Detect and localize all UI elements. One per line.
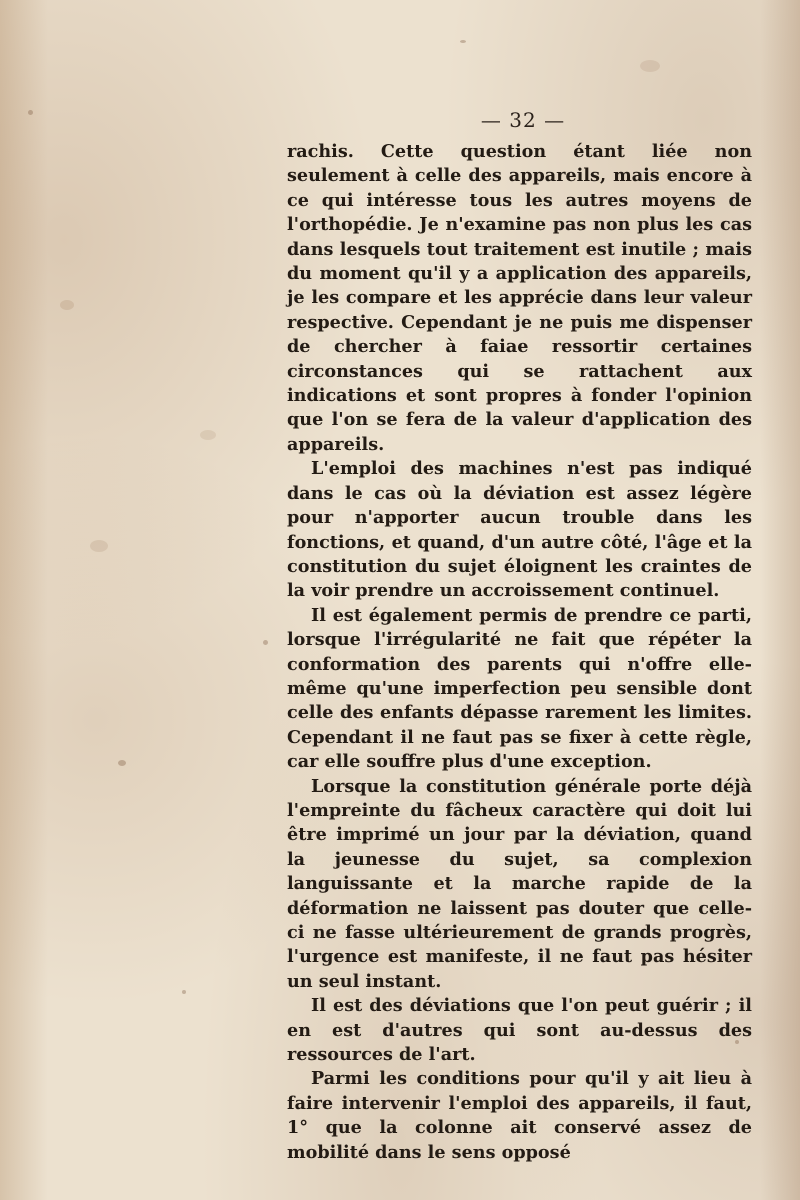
foxing-speck: [118, 760, 126, 766]
foxing-speck: [28, 110, 33, 115]
paragraph-5: Il est des déviations que l'on peut guérir ; il en est d'autres qui sont au-dessus des ressources de l'art.: [287, 995, 752, 1066]
foxing-speck: [460, 40, 466, 43]
foxing-speck: [182, 990, 186, 994]
page-number: — 32 —: [480, 108, 566, 132]
paragraph-2: L'emploi des machines n'est pas indiqué dans le cas où la déviation est assez légère pour n'apporter aucun trouble dans les fonctions, et quand, d'un autre côté, l'âge et la constitution du sujet éloignent les craintes de la voir prendre un accroissement continuel.: [287, 458, 752, 602]
paragraph-3: Il est également permis de prendre ce parti, lorsque l'irrégularité ne fait que répéter la conformation des parents qui n'offre elle-même qu'une imperfection peu sensible dont celle des enfants dépasse rarement les limites. Cependant il ne faut pas se fixer à cette règle, car elle souffre plus d'une exception.: [287, 604, 752, 773]
foxing-speck: [60, 300, 74, 310]
paragraph-6: Parmi les conditions pour qu'il y ait lieu à faire intervenir l'emploi des appareils, il faut, 1° que la colonne ait conservé assez de mobilité dans le sens opposé: [287, 1068, 752, 1163]
paragraph-1: rachis. Cette question étant liée non seulement à celle des appareils, mais encore à ce qui intéresse tous les autres moyens de l'orthopédie. Je n'examine pas non plus les cas dans lesquels tout traitement est inutile ; mais du moment qu'il y a application des appareils, je les compare et les apprécie dans leur valeur respective. Cependant je ne puis me dispenser de chercher à faiae ressortir certaines circonstances qui se rattachent aux indications et sont propres à fonder l'opinion que l'on se fera de la valeur d'application des appareils.: [287, 141, 752, 455]
body-text: [287, 140, 752, 1165]
paragraph-4: Lorsque la constitution générale porte déjà l'empreinte du fâcheux caractère qui doit lui être imprimé un jour par la déviation, quand la jeunesse du sujet, sa complexion languissante et la marche rapide de la déformation ne laissent pas douter que celle-ci ne fasse ultérieurement de grands progrès, l'urgence est manifeste, il ne faut pas hésiter un seul instant.: [287, 775, 752, 992]
foxing-speck: [640, 60, 660, 72]
foxing-speck: [200, 430, 216, 440]
foxing-speck: [263, 640, 268, 645]
foxing-speck: [90, 540, 108, 552]
